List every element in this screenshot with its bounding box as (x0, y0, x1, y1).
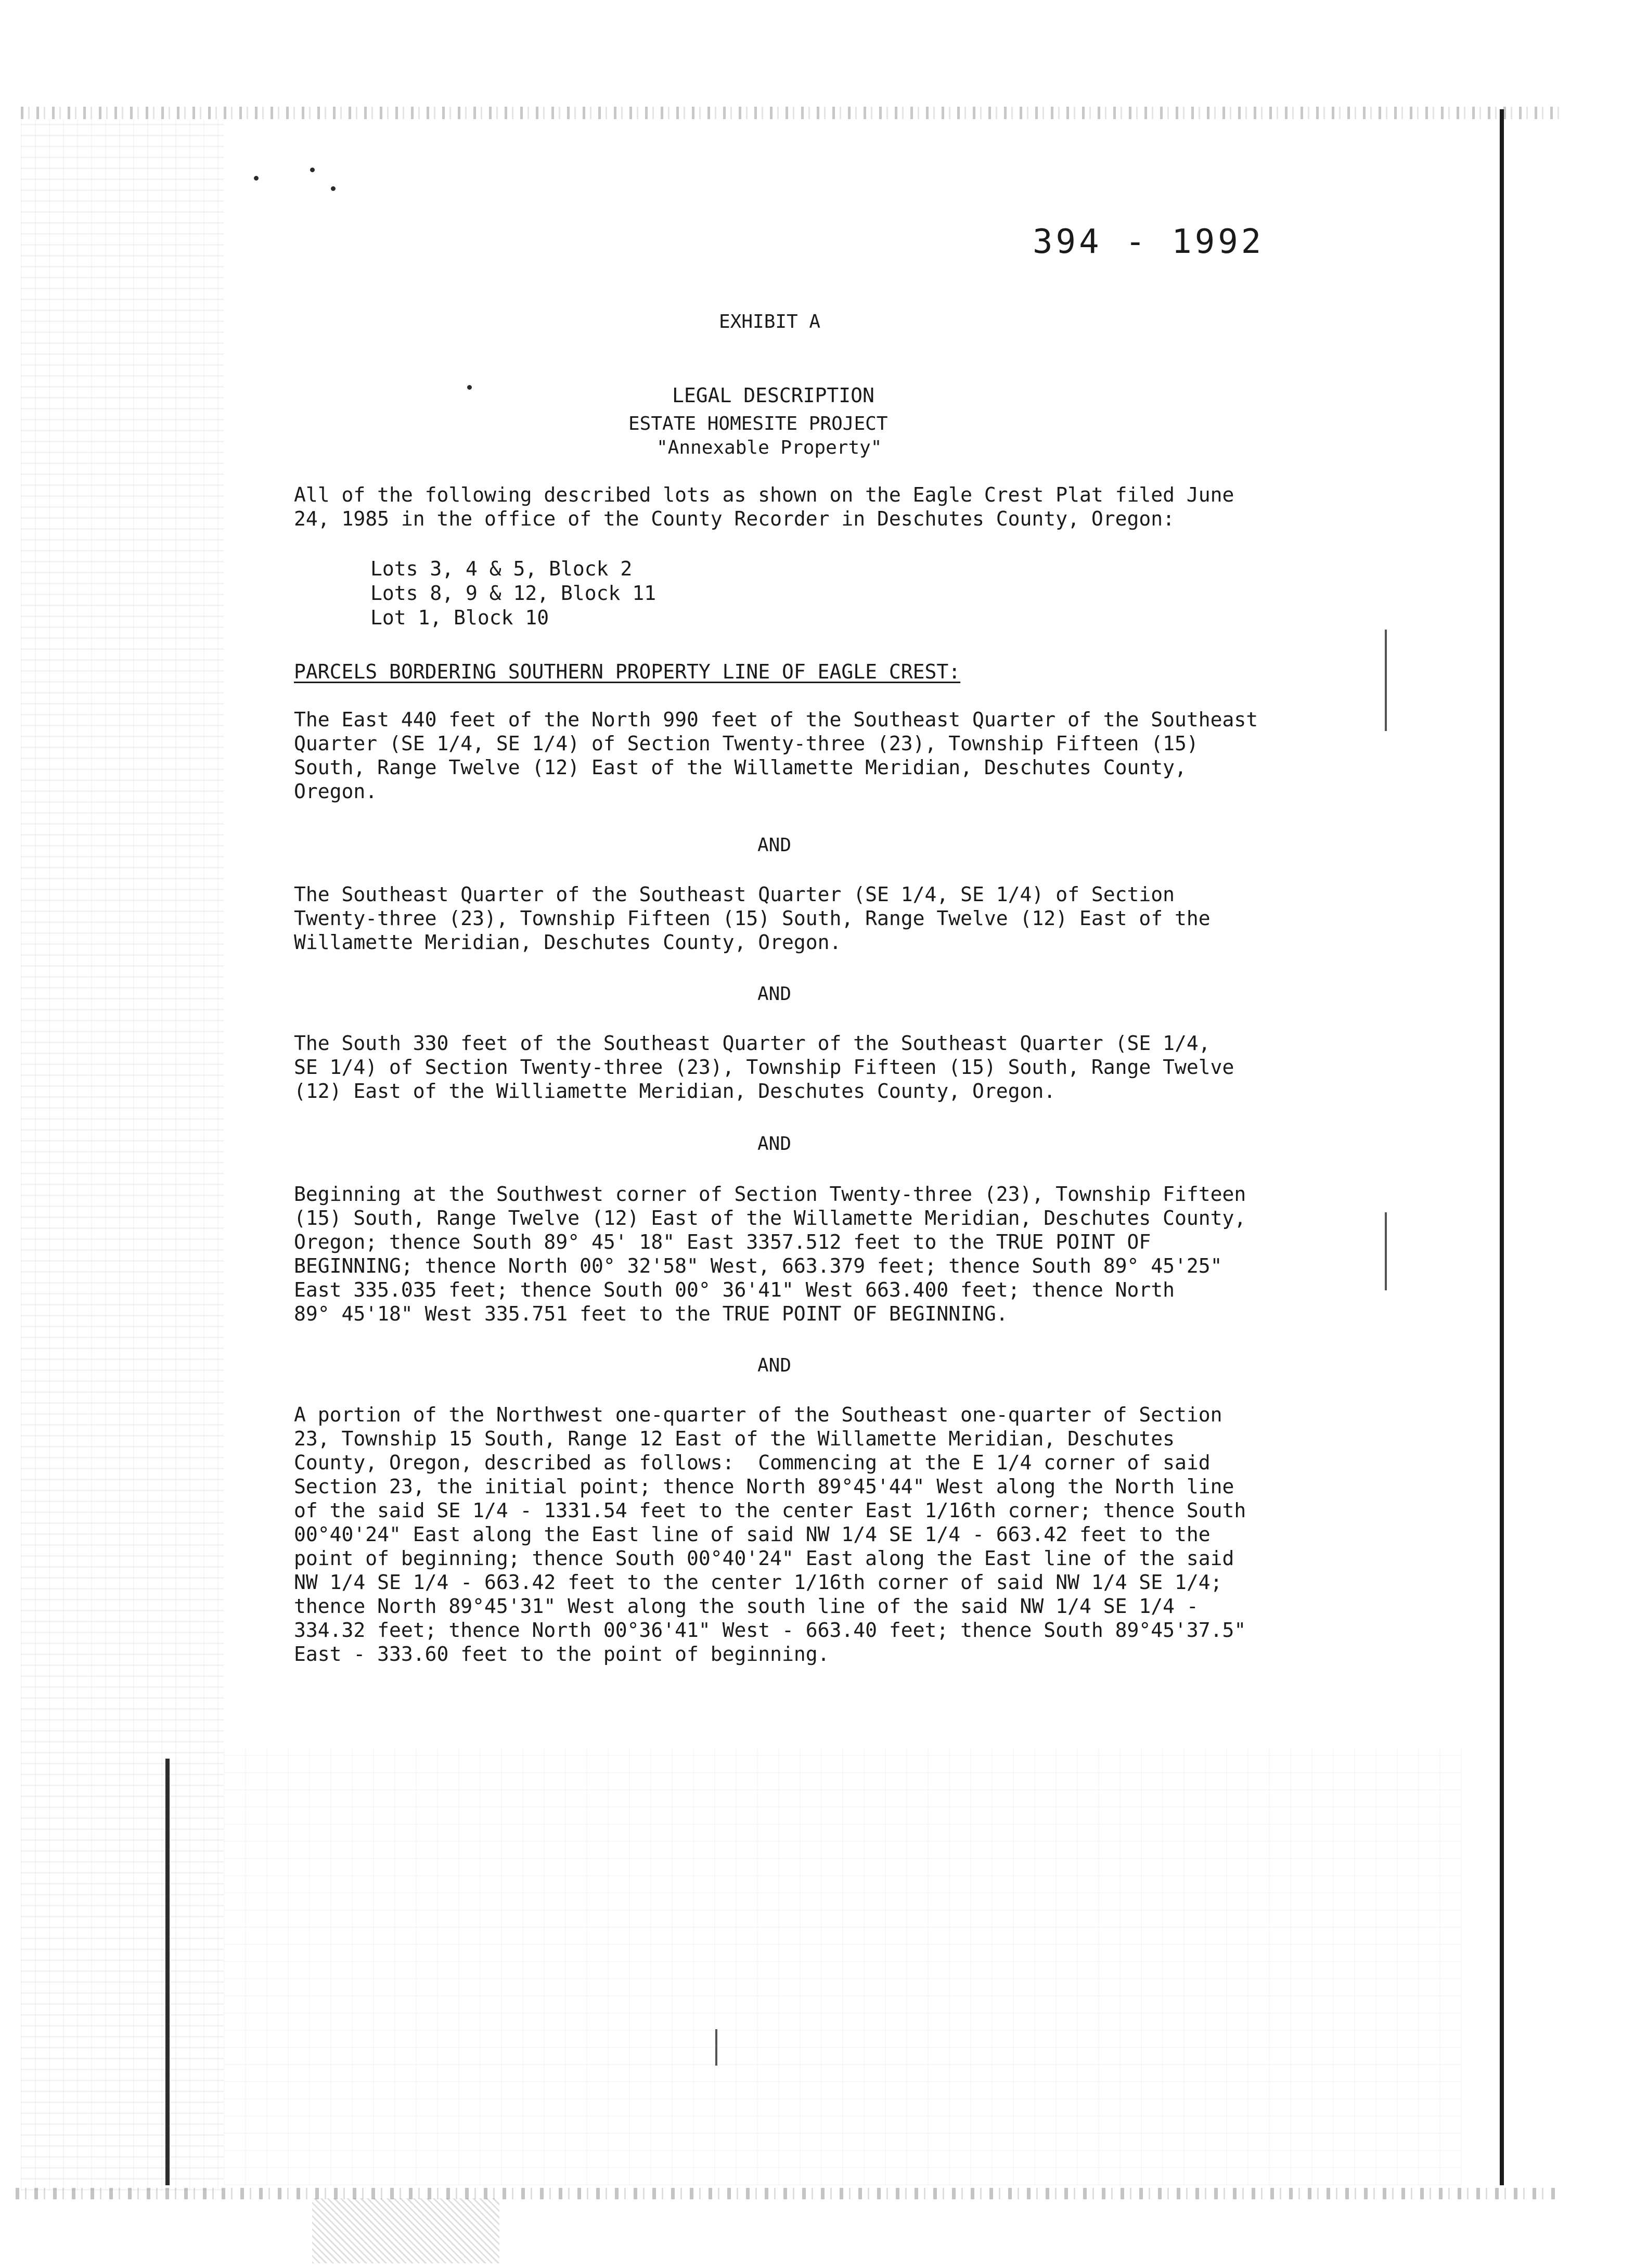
lot-entry: Lots 3, 4 & 5, Block 2 (370, 557, 633, 580)
parcel-5-line: of the said SE 1/4 - 1331.54 feet to the center East 1/16th corner; thence South (294, 1499, 1246, 1522)
parcel-5-line: A portion of the Northwest one-quarter of the Southeast one-quarter of Section (294, 1403, 1222, 1426)
parcel-3-line: (12) East of the Williamette Meridian, Deschutes County, Oregon. (294, 1080, 1056, 1103)
parcel-5-line: 23, Township 15 South, Range 12 East of the Willamette Meridian, Deschutes (294, 1427, 1175, 1450)
parcel-5-line: thence North 89°45'31" West along the south line of the said NW 1/4 SE 1/4 - (294, 1595, 1199, 1618)
scan-noise-left (21, 120, 224, 2190)
parcel-3-line: SE 1/4) of Section Twenty-three (23), Township Fifteen (15) South, Range Twelve (294, 1056, 1234, 1079)
intro-line: 24, 1985 in the office of the County Recorder in Deschutes County, Oregon: (294, 507, 1175, 530)
intro-line: All of the following described lots as shown on the Eagle Crest Plat filed June (294, 483, 1234, 506)
parcel-2-line: Willamette Meridian, Deschutes County, Oregon. (294, 931, 842, 954)
and-separator: AND (757, 983, 792, 1005)
parcel-5-line: 00°40'24" East along the East line of said NW 1/4 SE 1/4 - 663.42 feet to the (294, 1523, 1211, 1546)
margin-mark (715, 2029, 717, 2066)
margin-mark (1385, 630, 1387, 731)
parcel-1-line: Oregon. (294, 780, 378, 803)
parcel-4-line: Beginning at the Southwest corner of Section Twenty-three (23), Township Fifteen (294, 1183, 1246, 1206)
parcel-1-line: The East 440 feet of the North 990 feet of the Southeast Quarter of the Southeast (294, 708, 1258, 731)
heading-project-name: ESTATE HOMESITE PROJECT (628, 413, 888, 434)
lot-entry: Lots 8, 9 & 12, Block 11 (370, 582, 656, 605)
scan-speck (254, 176, 259, 181)
parcel-4-line: BEGINNING; thence North 00° 32'58" West, 663.379 feet; thence South 89° 45'25" (294, 1254, 1222, 1277)
page-number: 394 - 1992 (1033, 223, 1265, 261)
scan-noise-top (21, 107, 1561, 119)
parcel-3-line: The South 330 feet of the Southeast Quarter of the Southeast Quarter (SE 1/4, (294, 1032, 1211, 1055)
parcel-5-line: point of beginning; thence South 00°40'24" East along the East line of the said (294, 1547, 1234, 1570)
parcel-5-line: East - 333.60 feet to the point of beginning. (294, 1643, 830, 1665)
parcel-4-line: (15) South, Range Twelve (12) East of the Willamette Meridian, Deschutes County, (294, 1207, 1246, 1229)
margin-mark (1385, 1212, 1387, 1290)
scan-noise-corner (312, 2198, 499, 2263)
page-edge-left (165, 1759, 170, 2185)
parcel-2-line: The Southeast Quarter of the Southeast Quarter (SE 1/4, SE 1/4) of Section (294, 883, 1175, 906)
parcel-5-line: NW 1/4 SE 1/4 - 663.42 feet to the center 1/16th corner of said NW 1/4 SE 1/4; (294, 1571, 1222, 1594)
and-separator: AND (757, 1355, 792, 1376)
heading-legal-description: LEGAL DESCRIPTION (672, 384, 874, 407)
heading-property-type: "Annexable Property" (656, 437, 882, 458)
scan-noise-bottom (16, 2188, 1555, 2199)
parcel-4-line: 89° 45'18" West 335.751 feet to the TRUE POINT OF BEGINNING. (294, 1302, 1008, 1325)
parcel-1-line: Quarter (SE 1/4, SE 1/4) of Section Twenty-three (23), Township Fifteen (15) (294, 732, 1199, 755)
and-separator: AND (757, 1133, 792, 1155)
page-edge-right (1500, 109, 1504, 2185)
scan-speck (310, 168, 315, 172)
parcel-5-line: 334.32 feet; thence North 00°36'41" West - 663.40 feet; thence South 89°45'37.5" (294, 1619, 1246, 1642)
parcel-2-line: Twenty-three (23), Township Fifteen (15) South, Range Twelve (12) East of the (294, 907, 1211, 930)
scan-speck (467, 385, 472, 390)
parcel-4-line: East 335.035 feet; thence South 00° 36'41" West 663.400 feet; thence North (294, 1278, 1175, 1301)
scan-noise-lower (224, 1748, 1462, 2185)
section-heading: PARCELS BORDERING SOUTHERN PROPERTY LINE OF EAGLE CREST: (294, 660, 961, 683)
parcel-4-line: Oregon; thence South 89° 45' 18" East 3357.512 feet to the TRUE POINT OF (294, 1231, 1151, 1253)
exhibit-title: EXHIBIT A (719, 311, 821, 332)
parcel-5-line: County, Oregon, described as follows: Commencing at the E 1/4 corner of said (294, 1451, 1211, 1474)
and-separator: AND (757, 835, 792, 856)
parcel-5-line: Section 23, the initial point; thence North 89°45'44" West along the North line (294, 1475, 1234, 1498)
lot-entry: Lot 1, Block 10 (370, 606, 549, 629)
scan-speck (331, 186, 336, 191)
parcel-1-line: South, Range Twelve (12) East of the Willamette Meridian, Deschutes County, (294, 756, 1187, 779)
